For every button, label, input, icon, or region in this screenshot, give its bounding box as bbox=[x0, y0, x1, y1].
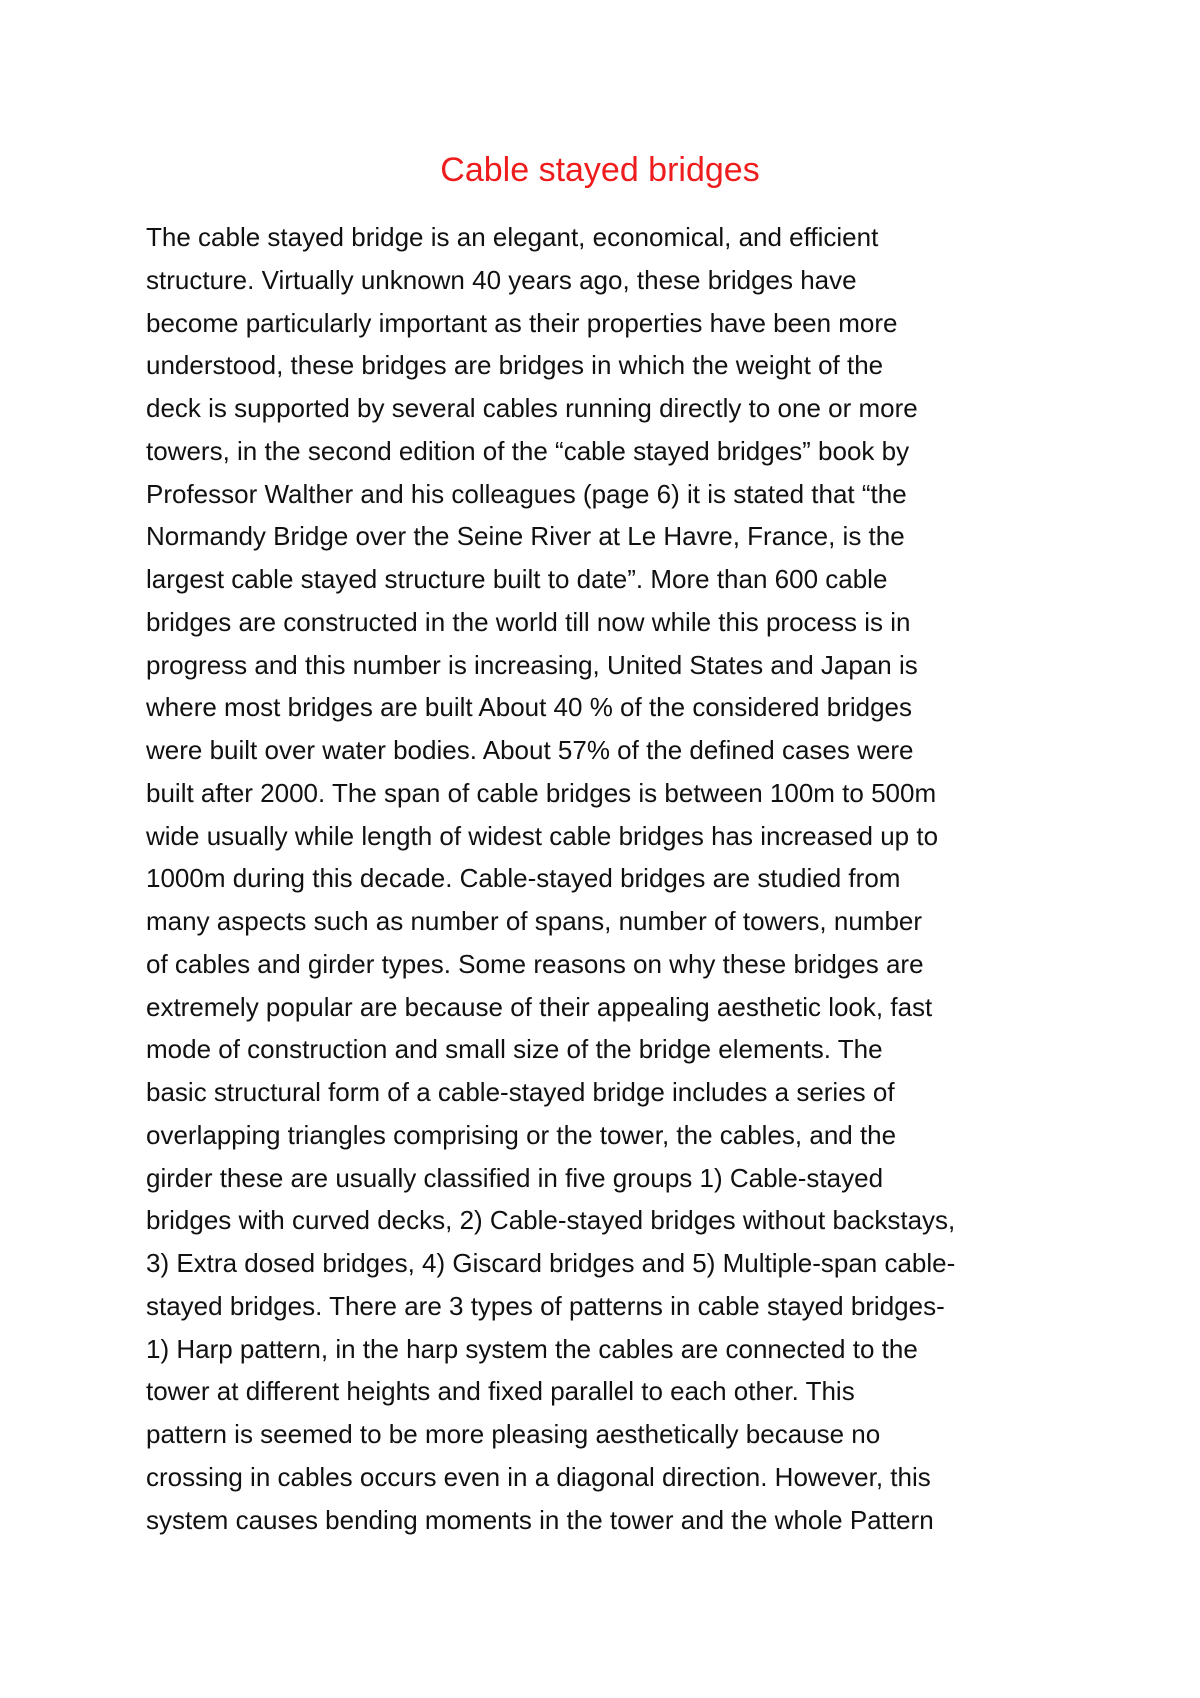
text-line: 1000m during this decade. Cable-stayed bridges are studied from bbox=[146, 863, 901, 894]
text-line: bridges are constructed in the world till now while this process is in bbox=[146, 606, 911, 637]
text-line: 3) Extra dosed bridges, 4) Giscard bridges and 5) Multiple-span cable- bbox=[146, 1248, 956, 1278]
text-line: understood, these bridges are bridges in which the weight of the bbox=[146, 350, 884, 381]
text-line: The cable stayed bridge is an elegant, economical, and efficient bbox=[146, 222, 879, 252]
text-line: basic structural form of a cable-stayed bridge includes a series of bbox=[146, 1077, 895, 1107]
text-line: tower at different heights and fixed parallel to each other. This bbox=[146, 1376, 855, 1407]
text-line: become particularly important as their properties have been more bbox=[146, 307, 898, 338]
text-line: wide usually while length of widest cable bridges has increased up to bbox=[146, 820, 939, 851]
text-line: progress and this number is increasing, United States and Japan is bbox=[146, 649, 918, 680]
text-line: system causes bending moments in the tower and the whole Pattern bbox=[146, 1504, 934, 1535]
text-line: girder these are usually classified in five groups 1) Cable-stayed bbox=[146, 1162, 884, 1193]
text-line: where most bridges are built About 40 % of the considered bridges bbox=[146, 692, 913, 723]
text-line: 1) Harp pattern, in the harp system the cables are connected to the bbox=[146, 1333, 918, 1364]
text-line: towers, in the second edition of the “cable stayed bridges” book by bbox=[146, 435, 910, 466]
text-line: of cables and girder types. Some reasons on why these bridges are bbox=[146, 948, 924, 979]
text-line: crossing in cables occurs even in a diagonal direction. However, this bbox=[146, 1461, 931, 1492]
text-line: were built over water bodies. About 57% of the defined cases were bbox=[146, 735, 914, 765]
text-line: structure. Virtually unknown 40 years ago, these bridges have bbox=[146, 264, 857, 295]
text-line: bridges with curved decks, 2) Cable-stayed bridges without backstays, bbox=[146, 1205, 956, 1236]
page-title: Cable stayed bridges bbox=[440, 151, 760, 189]
text-line: extremely popular are because of their appealing aesthetic look, fast bbox=[146, 991, 933, 1022]
text-line: pattern is seemed to be more pleasing aesthetically because no bbox=[146, 1419, 881, 1449]
text-line: stayed bridges. There are 3 types of patterns in cable stayed bridges- bbox=[146, 1290, 945, 1321]
body-paragraph bbox=[146, 216, 1086, 1541]
text-line: largest cable stayed structure built to date”. More than 600 cable bbox=[146, 564, 888, 594]
text-line: many aspects such as number of spans, number of towers, number bbox=[146, 906, 923, 936]
text-line: built after 2000. The span of cable bridges is between 100m to 500m bbox=[146, 777, 937, 808]
text-line: overlapping triangles comprising or the tower, the cables, and the bbox=[146, 1119, 897, 1150]
text-line: Professor Walther and his colleagues (page 6) it is stated that “the bbox=[146, 478, 907, 509]
text-line: deck is supported by several cables running directly to one or more bbox=[146, 393, 918, 423]
text-line: mode of construction and small size of the bridge elements. The bbox=[146, 1034, 883, 1065]
text-line: Normandy Bridge over the Seine River at Le Havre, France, is the bbox=[146, 521, 905, 552]
